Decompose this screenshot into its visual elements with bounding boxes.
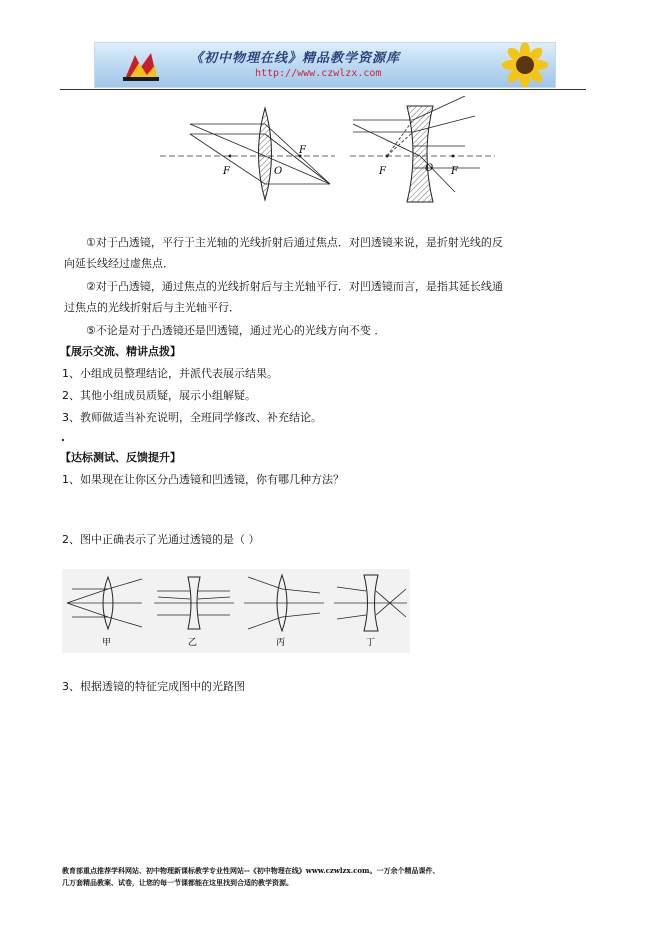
- question-3: 3、根据透镜的特征完成图中的光路图: [62, 680, 245, 693]
- question-2: 2、图中正确表示了光通过透镜的是（ ）: [62, 533, 260, 546]
- convex-lens-diagram: [160, 108, 335, 200]
- option-label-jia: 甲: [102, 638, 112, 648]
- lens-options-figure: [62, 569, 410, 653]
- concave-optical-center-label: O: [425, 163, 434, 174]
- optical-center-label: O: [274, 166, 283, 177]
- banner-title: 《初中物理在线》精品教学资源库: [190, 51, 401, 66]
- sunflower-icon: [495, 43, 555, 87]
- lens-ray-diagram: [155, 96, 500, 208]
- option-label-ding: 丁: [366, 638, 376, 648]
- section-heading-exchange: 【展示交流、精讲点拨】: [60, 345, 181, 358]
- question-1: 1、如果现在让你区分凸透镜和凹透镜，你有哪几种方法？: [62, 473, 344, 486]
- paragraph-3: ⑤不论是对于凸透镜还是凹透镜，通过光心的光线方向不变 ．: [86, 324, 386, 337]
- option-label-bing: 丙: [276, 638, 286, 648]
- paragraph-1-line-1: ①对于凸透镜，平行于主光轴的光线折射后通过焦点．对凹透镜来说，是折射光线的反: [86, 236, 503, 249]
- list-item: 1、小组成员整理结论，并派代表展示结果。: [62, 367, 278, 380]
- paragraph-2-line-2: 过焦点的光线折射后与主光轴平行．: [64, 301, 240, 314]
- header-divider: [60, 89, 586, 90]
- concave-focus-label-left: F: [379, 166, 386, 177]
- focus-label-left: F: [223, 166, 230, 177]
- banner-url: http://www.czwlzx.com: [255, 68, 382, 79]
- paragraph-1-line-2: 向延长线经过虚焦点．: [64, 257, 174, 270]
- list-item: 3、教师做适当补充说明，全班同学修改、补充结论。: [62, 411, 322, 424]
- concave-focus-label-right: F: [451, 166, 458, 177]
- section-heading-test: 【达标测试、反馈提升】: [60, 451, 181, 464]
- header-banner: [94, 42, 556, 88]
- list-item: 2、其他小组成员质疑，展示小组解疑。: [62, 389, 256, 402]
- option-label-yi: 乙: [188, 638, 198, 648]
- concave-lens-diagram: [350, 96, 495, 202]
- focus-label-right: F: [299, 145, 306, 156]
- footer-line-2: 几万套精品教案、试卷，让您的每一节课都能在这里找到合适的教学资源。: [62, 878, 293, 887]
- paragraph-2-line-1: ②对于凸透镜，通过焦点的光线折射后与主光轴平行．对凹透镜而言，是指其延长线通: [86, 280, 503, 293]
- logo-icon: [121, 49, 161, 83]
- footer-line-1: 教育部重点推荐学科网站、初中物理新课标教学专业性网站--《初中物理在线》www.czwlzx.com。一万余个精品课件、: [62, 866, 440, 875]
- stray-dot: [62, 439, 64, 441]
